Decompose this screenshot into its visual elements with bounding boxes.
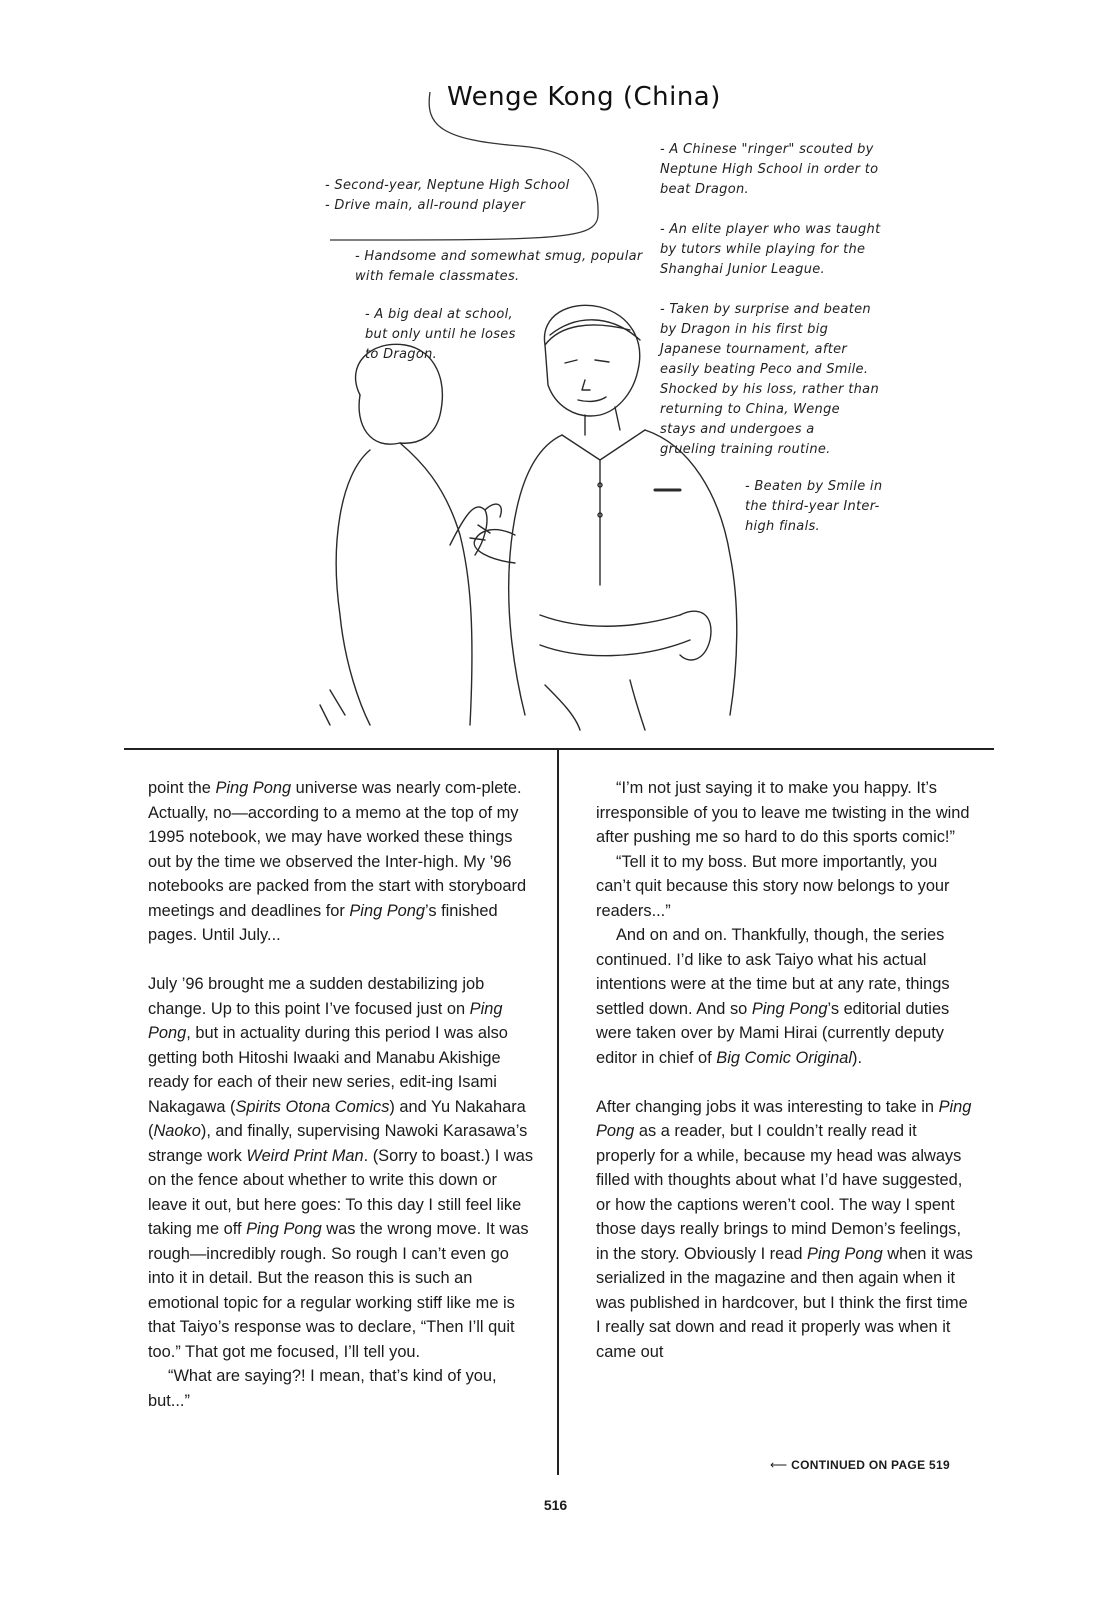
note-right-2: - An elite player who was taught by tutors while playing for the Shanghai Junior League. — [660, 222, 881, 277]
column-divider — [557, 750, 559, 1475]
left-text-column — [148, 776, 533, 1413]
text-run: After changing jobs it was interesting to take in — [596, 1097, 939, 1116]
italic-title: Naoko — [153, 1122, 201, 1140]
italic-title: Ping Pong — [751, 999, 828, 1018]
horizontal-divider — [124, 748, 994, 750]
right-text-column — [596, 776, 976, 1364]
note-left-2: - Handsome and somewhat smug, popular with female classmates. — [355, 249, 643, 284]
note-right-1: - A Chinese "ringer" scouted by Neptune High School in order to beat Dragon. — [660, 142, 879, 197]
text-run: July ’96 brought me a sudden destabilizing job change. Up to this point I’ve focused just on — [148, 975, 485, 1018]
paragraph — [596, 850, 976, 924]
sketch-title: Wenge Kong (China) — [447, 82, 721, 112]
italic-title: Ping Pong — [807, 1244, 883, 1263]
text-run: universe was nearly com-plete. Actually, no—according to a memo at the top of my 1995 notebook, we may have worked these things out by the time we observed the Inter-high. My ’96 notebooks are packed from the start with storyboard meetings and deadlines for — [148, 779, 527, 920]
text-run: ). — [852, 1048, 863, 1067]
paragraph — [596, 776, 976, 850]
continued-label: CONTINUED ON PAGE 519 — [791, 1458, 950, 1472]
text-run: ), and finally, supervising Nawoki Karasawa’s strange work — [148, 1122, 528, 1165]
italic-title: Ping Pong — [596, 1097, 972, 1140]
text-run: “I’m not just saying it to make you happy. It’s irresponsible of you to leave me twisting in the wind after pushing me so hard to do this sports comic!” — [596, 779, 970, 846]
text-run: was the wrong move. It was rough—incredibly rough. So rough I can’t even go into it in detail. But the reason this is such an emotional topic for a regular working stiff like me is that Taiyo’s response was to declare, “Then I’ll quit too.” That got me focused, I’ll tell you. — [148, 1220, 529, 1361]
text-run: , but in actuality during this period I was also getting both Hitoshi Iwaaki and Manabu Akishige ready for each of their new series, edit-ing Isami Nakagawa ( — [148, 1024, 508, 1116]
paragraph — [596, 1095, 976, 1365]
text-run: ) and Yu Nakahara ( — [148, 1097, 526, 1140]
italic-title: Spirits Otona Comics — [235, 1097, 390, 1116]
note-right-4: - Beaten by Smile in the third-year Inter- high finals. — [745, 479, 883, 534]
italic-title: Ping Pong — [246, 1220, 322, 1238]
italic-title: Big Comic Original — [716, 1048, 852, 1067]
italic-title: Ping Pong — [349, 901, 426, 920]
paragraph — [148, 776, 533, 948]
text-run: point the — [148, 779, 216, 797]
text-run: “Tell it to my boss. But more importantly, you can’t quit because this story now belongs to your readers...” — [596, 852, 950, 920]
text-run: when it was serialized in the magazine and then again when it was published in hardcover, but I think the first time I really sat down and read it properly was when it came out — [596, 1244, 973, 1361]
text-run: And on and on. Thankfully, though, the series continued. I’d like to ask Taiyo what his actual intentions were at the time but at any rate, things settled down. And so — [596, 926, 950, 1018]
note-left-1: - Second-year, Neptune High School - Drive main, all-round player — [325, 178, 570, 213]
text-run: “What are saying?! I mean, that’s kind of you, but...” — [148, 1367, 497, 1410]
text-run: ’s editorial duties were taken over by Mami Hirai (currently deputy editor in chief of — [596, 999, 950, 1067]
text-run: ’s finished pages. Until July... — [148, 901, 498, 944]
character-sketch-illustration — [300, 285, 860, 735]
continued-note — [770, 1458, 950, 1472]
page-number: 516 — [543, 1497, 568, 1513]
left-arrow-icon: ⟵ — [770, 1458, 788, 1472]
text-run: . (Sorry to boast.) I was on the fence about whether to write this down or leave it out, but here goes: To this day I still feel like taking me off — [148, 1146, 534, 1238]
italic-title: Ping Pong — [148, 999, 503, 1042]
note-right-3: - Taken by surprise and beaten by Dragon in his first big Japanese tournament, after easily beating Peco and Smile. Shocked by his loss, rather than returning to China, Wenge stays and undergoes a grueling training routine. — [660, 302, 879, 457]
note-left-3: - A big deal at school, but only until he loses to Dragon. — [365, 307, 516, 362]
paragraph — [148, 972, 533, 1364]
text-run: as a reader, but I couldn’t really read it properly for a while, because my head was always filled with thoughts about what I’d have suggested, or how the captions weren’t cool. The way I spent those days really brings to mind Demon’s feelings, in the story. Obviously I read — [596, 1122, 963, 1263]
paragraph — [596, 923, 976, 1070]
italic-title: Weird Print Man — [246, 1146, 364, 1165]
italic-title: Ping Pong — [215, 779, 292, 797]
paragraph — [148, 1364, 533, 1413]
